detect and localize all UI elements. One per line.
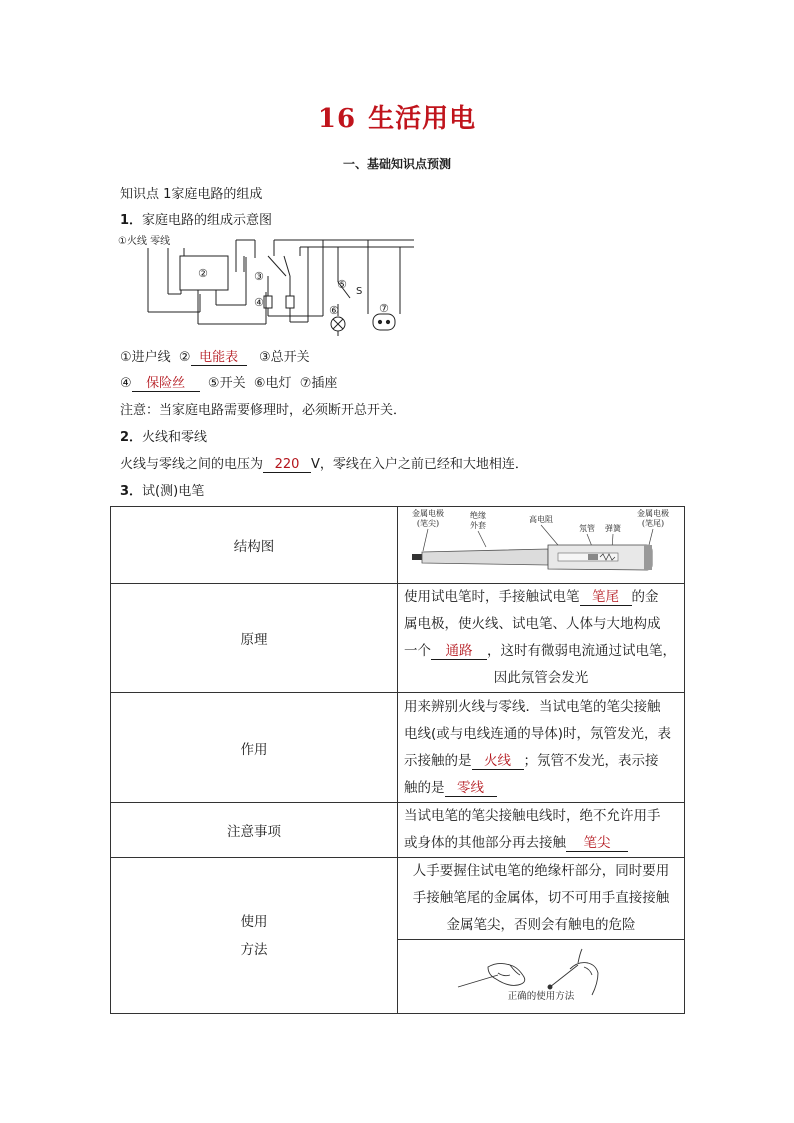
subsection-1-heading <box>120 209 272 228</box>
voltage-answer: 220 <box>274 457 300 472</box>
label-2: ② <box>198 267 208 280</box>
legend-row-2 <box>120 372 337 392</box>
row-label-usage <box>111 858 398 1014</box>
legend-item-7: ⑦插座 <box>299 376 338 391</box>
usage-a: 人手要握住试电笔的绝缘杆部分，同时要用 <box>412 863 670 879</box>
principle-a: 使用试电笔时，手接触试电笔 <box>404 589 580 605</box>
voltage-post: V，零线在入户之前已经和大地相连． <box>311 457 528 472</box>
subsection-2-heading <box>120 426 207 445</box>
note-text: 注意：当家庭电路需要修理时，必须断开总开关． <box>120 403 407 418</box>
section-heading: 一、基础知识点预测 <box>342 157 451 171</box>
caution-b: 或身体的其他部分再去接触 <box>404 835 566 851</box>
row-label-principle: 原理 <box>111 584 398 693</box>
table-row-usage-text <box>111 858 685 940</box>
row-label-caution: 注意事项 <box>111 803 398 858</box>
subsection-1-number: 1． <box>120 213 143 228</box>
test-pen-table <box>110 506 685 1014</box>
label-7: ⑦ <box>379 302 389 315</box>
subsection-3-heading <box>120 480 204 499</box>
function-answer-1: 火线 <box>484 752 511 769</box>
pen-label-neon-tube: 氖管 <box>579 524 595 533</box>
legend-row-1 <box>120 346 310 366</box>
legend-item-4-prefix: ④ <box>120 376 132 391</box>
principle-answer-2: 通路 <box>445 643 473 659</box>
caution-a: 当试电笔的笔尖接触电线时，绝不允许用手 <box>404 808 661 824</box>
correct-usage-figure <box>398 947 684 1003</box>
principle-text <box>398 584 685 693</box>
function-d: ；氖管不发光，表示接 <box>523 752 659 769</box>
live-neutral-label: ①火线 零线 <box>118 236 171 247</box>
pen-label-resistor: 高电阻 <box>529 515 553 524</box>
voltage-sentence <box>120 453 528 473</box>
function-answer-2: 零线 <box>457 779 484 796</box>
chapter-title: 生活用电 <box>368 104 477 134</box>
pen-label-insulation-2: 外套 <box>470 521 486 530</box>
usage-label-2: 方法 <box>240 941 268 958</box>
subsection-1-text: 家庭电路的组成示意图 <box>142 213 273 228</box>
principle-b: 的金 <box>631 589 659 605</box>
subsection-2-text: 火线和零线 <box>142 430 208 445</box>
table-row-caution <box>111 803 685 858</box>
table-row-principle <box>111 584 685 693</box>
function-e: 触的是 <box>404 779 445 796</box>
usage-caption: 正确的使用方法 <box>507 990 575 1002</box>
legend-item-6: ⑥电灯 <box>253 376 292 391</box>
table-row-function <box>111 693 685 803</box>
page-title <box>0 98 794 135</box>
label-4: ④ <box>254 296 264 309</box>
chapter-number: 16 <box>317 104 357 134</box>
principle-e: ，这时有微弱电流通过试电笔， <box>487 643 676 659</box>
function-a: 用来辨别火线与零线．当试电笔的笔尖接触 <box>404 698 661 715</box>
subsection-2-number: 2． <box>120 430 143 445</box>
legend-item-5: ⑤开关 <box>207 376 246 391</box>
function-text <box>398 693 685 803</box>
household-circuit-diagram <box>118 232 418 342</box>
function-c: 示接触的是 <box>404 752 472 769</box>
pen-label-spring: 弹簧 <box>605 524 621 533</box>
table-row-structure <box>111 507 685 584</box>
pen-label-tail-1: 金属电极 <box>637 509 669 518</box>
label-5: ⑤ <box>337 278 347 291</box>
usage-label-1: 使用 <box>240 913 268 930</box>
pen-label-insulation-1: 绝缘 <box>470 511 486 520</box>
knowledge-point-1: 知识点 1家庭电路的组成 <box>120 187 263 202</box>
principle-d: 一个 <box>404 643 431 659</box>
subsection-3-text: 试(测)电笔 <box>142 484 205 499</box>
test-pen-structure-figure <box>398 507 684 579</box>
legend-item-4-answer: 保险丝 <box>146 376 186 391</box>
principle-c: 属电极，使火线、试电笔、人体与大地构成 <box>404 616 661 632</box>
label-6: ⑥ <box>329 304 339 317</box>
usage-c: 金属笔尖，否则会有触电的危险 <box>446 917 636 933</box>
legend-item-2-prefix: ② <box>178 350 191 365</box>
principle-answer-1: 笔尾 <box>592 589 619 605</box>
pen-label-tail-2: (笔尾) <box>641 519 665 528</box>
legend-item-1: ①进户线 <box>120 350 171 365</box>
label-3: ③ <box>254 270 264 283</box>
voltage-pre: 火线与零线之间的电压为 <box>120 457 264 472</box>
caution-answer: 笔尖 <box>583 835 611 851</box>
principle-f: 因此氖管会发光 <box>493 670 589 686</box>
legend-item-2-answer: 电能表 <box>199 350 239 365</box>
pen-label-tip-1: 金属电极 <box>412 509 444 518</box>
usage-b: 手接触笔尾的金属体，切不可用手直接接触 <box>412 890 670 906</box>
usage-figure-cell <box>398 940 685 1014</box>
row-label-function: 作用 <box>111 693 398 803</box>
legend-item-3: ③总开关 <box>258 350 310 365</box>
subsection-3-number: 3． <box>120 484 143 499</box>
row-label-structure: 结构图 <box>111 507 398 584</box>
pen-structure-cell <box>398 507 685 584</box>
caution-text <box>398 803 685 858</box>
label-s: S <box>356 286 363 297</box>
pen-label-tip-2: (笔尖) <box>416 519 440 528</box>
usage-text <box>398 858 685 940</box>
function-b: 电线(或与电线连通的导体)时，氖管发光，表 <box>404 725 672 742</box>
